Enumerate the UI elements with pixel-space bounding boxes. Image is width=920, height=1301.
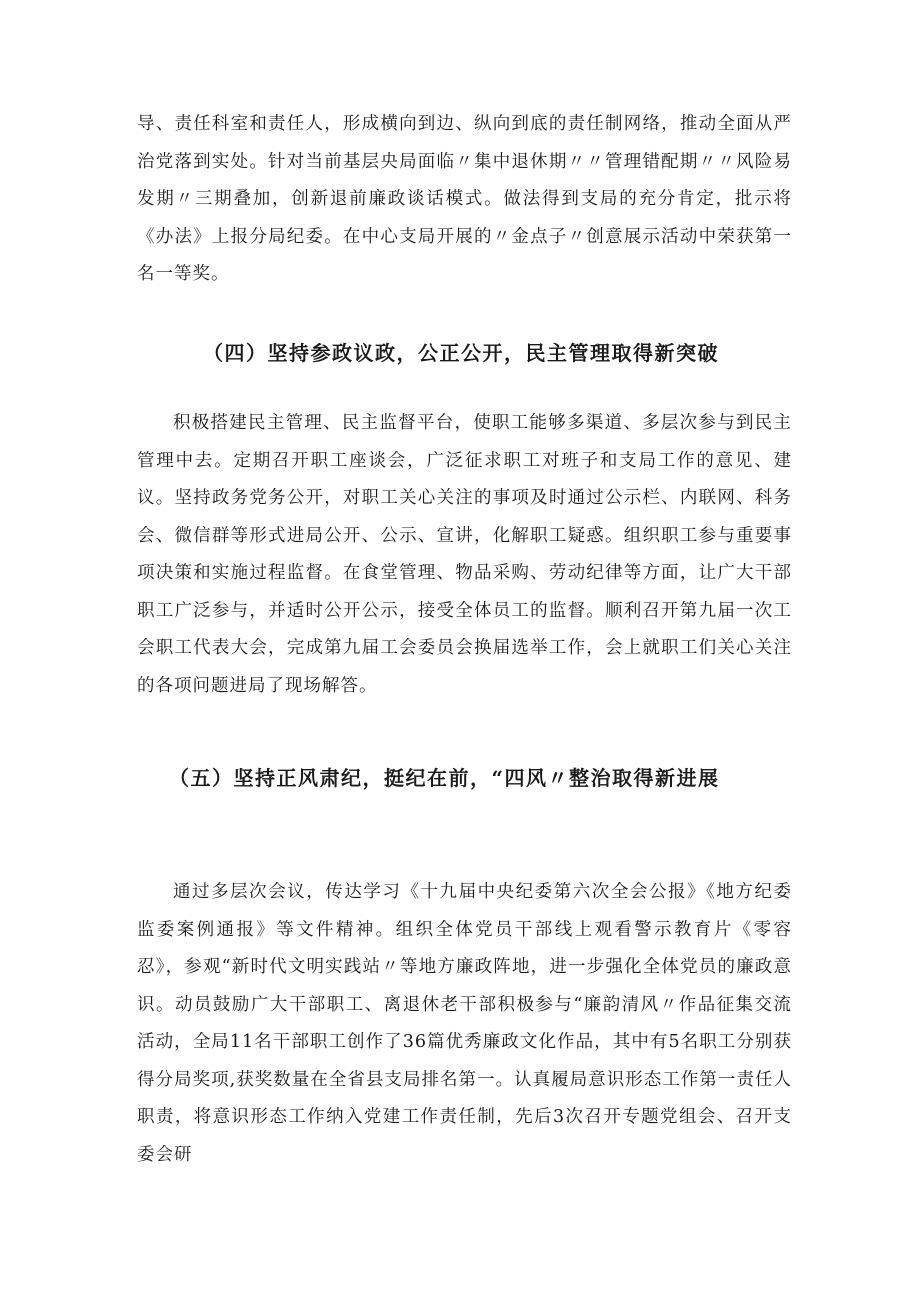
paragraph-discipline: 通过多层次会议，传达学习《十九届中央纪委第六次全会公报》《地方纪委监委案例通报》等文件精神。组织全体党员干部线上观看警示教育片《零容忍》，参观“新时代文明实践站〃等地方廉政阵地，进一步强化全体党员的廉政意识。动员鼓励广大干部职工、离退休老干部积极参与“廉韵清风〃作品征集交流活动，全局11名干部职工创作了36篇优秀廉政文化作品，其中有5名职工分别获得分局奖项,获奖数量在全省县支局排名第一。认真履局意识形态工作第一责任人职责，将意识形态工作纳入党建工作责任制，先后3次召开专题党组会、召开支委会研 (137, 882, 792, 1165)
section-heading-5: （五）坚持正风肃纪，挺纪在前，“四风〃整治取得新进展 (169, 766, 720, 790)
paragraph-continued: 导、责任科室和责任人，形成横向到边、纵向到底的责任制网络，推动全面从严治党落到实处。针对当前基层央局面临〃集中退休期〃〃管理错配期〃〃风险易发期〃三期叠加，创新退前廉政谈话模式。做法得到支局的充分肯定，批示将《办法》上报分局纪委。在中心支局开展的〃金点子〃创意展示活动中荣获第一名一等奖。 (137, 114, 792, 284)
section-heading-4: （四）坚持参政议政，公正公开，民主管理取得新突破 (203, 341, 719, 365)
paragraph-democratic-management: 积极搭建民主管理、民主监督平台，使职工能够多渠道、多层次参与到民主管理中去。定期召开职工座谈会，广泛征求职工对班子和支局工作的意见、建议。坚持政务党务公开，对职工关心关注的事项及时通过公示栏、内联网、科务会、微信群等形式进局公开、公示、宣讲，化解职工疑惑。组织职工参与重要事项决策和实施过程监督。在食堂管理、物品采购、劳动纪律等方面，让广大干部职工广泛参与，并适时公开公示，接受全体员工的监督。顺利召开第九届一次工会职工代表大会，完成第九届工会委员会换届选举工作，会上就职工们关心关注的各项问题进局了现场解答。 (137, 413, 792, 696)
